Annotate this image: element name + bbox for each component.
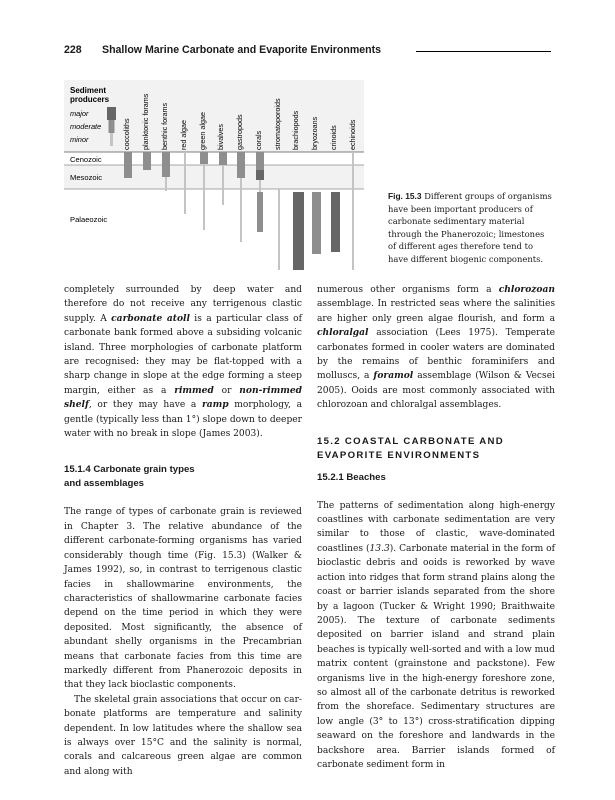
bar-red-algae	[184, 152, 186, 214]
section-heading: 15.2 COASTAL CARBONATE AND	[317, 435, 504, 447]
text-run: or	[213, 385, 240, 396]
page-number: 228	[64, 44, 82, 56]
text-run: assemblage (Wilson & Vecsei 2005). Ooids are most commonly associated with chlorozoan and chloralgal assemblages.	[317, 371, 555, 411]
row-cenozoic	[64, 152, 364, 165]
organism-benthic-forams: benthic forams	[160, 102, 169, 150]
organism-red-algae: red algae	[179, 120, 188, 150]
term-non-rimmed-shelf: non-rimmed shelf	[64, 384, 302, 411]
organism-bivalves: bivalves	[216, 124, 225, 150]
section-heading: and assemblages	[64, 478, 144, 490]
term-carbonate-atoll: carbonate atoll	[111, 312, 190, 324]
header-rule	[416, 51, 551, 52]
term-ramp: ramp	[201, 399, 229, 411]
bar-corals-major	[256, 170, 264, 180]
organism-chart	[64, 80, 364, 270]
paragraph: The range of types of carbonate grain is reviewed in Chapter 3. The relative abundance of the different carbonate-forming organisms has varied considerably though time (Fig. 15.3) (Walker & James 1992), so, in contrast to terrigenous clastic facies in shallowmarine environments, the characteristics of shallowmarine carbonate facies depend on the time period in which they were deposited. Most significantly, the absence of abundant shelly organisms in the Precambrian means that carbonate facies from this time are markedly different from Phanerozoic deposits in that they lack bioclastic components.	[64, 507, 302, 691]
figure-15-3	[64, 80, 364, 270]
figure-caption-text: Different groups of organisms have been important producers of carbonate sedimentary material through the Phanerozoic; limestones of different ages therefore tend to have different biogenic components.	[388, 191, 552, 264]
paragraph	[317, 283, 555, 413]
bar-green-algae	[200, 152, 208, 164]
bar-green-algae-minor	[203, 164, 205, 230]
bar-corals-palaeozoic	[257, 192, 263, 232]
organism-corals: corals	[254, 130, 263, 150]
organism-bryozoans: bryozoans	[310, 116, 319, 150]
row-mesozoic	[64, 165, 364, 189]
section-heading: EVAPORITE ENVIRONMENTS	[317, 449, 481, 461]
legend-moderate-label: moderate	[70, 122, 102, 131]
legend-minor-label: minor	[70, 135, 89, 144]
legend-moderate-swatch	[109, 120, 115, 133]
term-chloralgal: chloralgal	[317, 327, 369, 339]
bar-benthic-forams	[162, 152, 170, 177]
bar-bivalves-minor	[222, 165, 224, 205]
legend-major-label: major	[70, 109, 89, 118]
bar-gastropods	[237, 152, 245, 178]
paragraph	[64, 283, 302, 441]
text-run: ). Carbonate material in the form of bioclastic debris and ooids is reworked by wave action into ridges that form strand plains along the coast or barrier islands separated from the shore by a lagoon (Tucker & Wright 1990; Braithwaite 2005). The texture of carbonate sediments deposited on barrier island and strand plain beaches is typically well-sorted and with a low mud matrix content (grainstone and packstone). Few organisms live in the high-energy foreshore zone, so almost all of the carbonate detritus is reworked from the shoreface. Sedimentary structures are low angle (3° to 13°) cross-stratification dipping seaward on the foreshore and landwards in the backshore area. Barrier islands formed of carbonate sediment form in	[317, 543, 555, 770]
bar-stromatoporoids	[278, 189, 280, 270]
era-mesozoic: Mesozoic	[70, 173, 103, 182]
organism-green-algae: green algae	[198, 112, 207, 150]
bar-corals	[256, 152, 264, 170]
figure-caption	[388, 190, 554, 266]
organism-stromatoporoids: stromatoporoids	[273, 98, 282, 150]
bar-bryozoans	[312, 192, 321, 254]
text-run: morphology, a gentle (typically less than 1°) slope down to deeper water with no break in slope (James 2003).	[64, 400, 302, 440]
text-run: The patterns of sedimentation along high-energy coastlines with carbonate sedimentation are very similar to those of clastic, wave-dominated coastlines (	[317, 500, 555, 554]
running-title: Shallow Marine Carbonate and Evaporite Environments	[102, 44, 382, 56]
legend-title: Sediment	[70, 86, 107, 95]
organism-coccoliths: coccoliths	[122, 118, 131, 150]
text-run: , or they may have a	[88, 400, 202, 411]
organism-gastropods: gastropods	[235, 114, 244, 150]
bar-crinoids	[331, 192, 340, 252]
organism-planktonic-forams: planktonic forams	[141, 93, 150, 150]
section-heading: 15.1.4 Carbonate grain types	[64, 464, 195, 476]
bar-brachiopods	[293, 192, 304, 270]
era-palaeozoic: Palaeozoic	[70, 215, 108, 224]
organism-echinoids: echinoids	[348, 119, 357, 150]
cross-reference: 13.3	[369, 543, 390, 554]
legend-title: producers	[70, 95, 110, 104]
organism-brachiopods: brachiopods	[291, 110, 300, 150]
organism-crinoids: crinoids	[329, 125, 338, 150]
bar-echinoids	[352, 152, 354, 270]
bar-planktonic-forams	[143, 152, 151, 170]
bar-corals-minor	[259, 180, 261, 192]
legend-minor-swatch	[110, 133, 113, 146]
term-chlorozoan: chlorozoan	[498, 284, 555, 295]
subsection-heading: 15.2.1 Beaches	[317, 471, 386, 483]
text-run: assemblage. In restricted seas where the salinities are higher only green algae flourish, and form a	[317, 299, 555, 324]
running-header	[64, 44, 551, 60]
bar-bivalves	[219, 152, 227, 165]
figure-label: Fig. 15.3	[388, 191, 422, 201]
text-run: is a particular class of carbonate bank formed above a subsiding volcanic island. Three morphologies of carbonate platform are recognised: they may be flat-topped with a sharp change in slope at the edge forming a steep margin, either as a	[64, 313, 302, 396]
legend-major-swatch	[107, 107, 116, 120]
text-run: completely surrounded by deep water and therefore do not receive any terrigenous clastic supply. A	[64, 285, 302, 324]
left-column	[64, 283, 302, 779]
era-cenozoic: Cenozoic	[70, 155, 102, 164]
text-run: numerous other organisms form a	[317, 285, 499, 295]
term-foramol: foramol	[373, 370, 414, 382]
paragraph: The skeletal grain associations that occur on carbonate platforms are temperature and salinity dependent. In low latitudes where the shallow sea is always over 15°C and the salinity is normal, corals and calcareous green algae are common and along with	[64, 694, 302, 777]
text-run: association (Lees 1975). Temperate carbonates formed in cooler waters are dominated by the remains of benthic foraminifers and molluscs, a	[317, 328, 555, 382]
bar-coccoliths	[124, 152, 132, 178]
bar-benthic-forams-minor	[165, 177, 167, 191]
paragraph	[317, 499, 555, 773]
right-column	[317, 283, 555, 772]
bar-gastropods-minor	[240, 178, 242, 242]
term-rimmed: rimmed	[174, 384, 214, 396]
